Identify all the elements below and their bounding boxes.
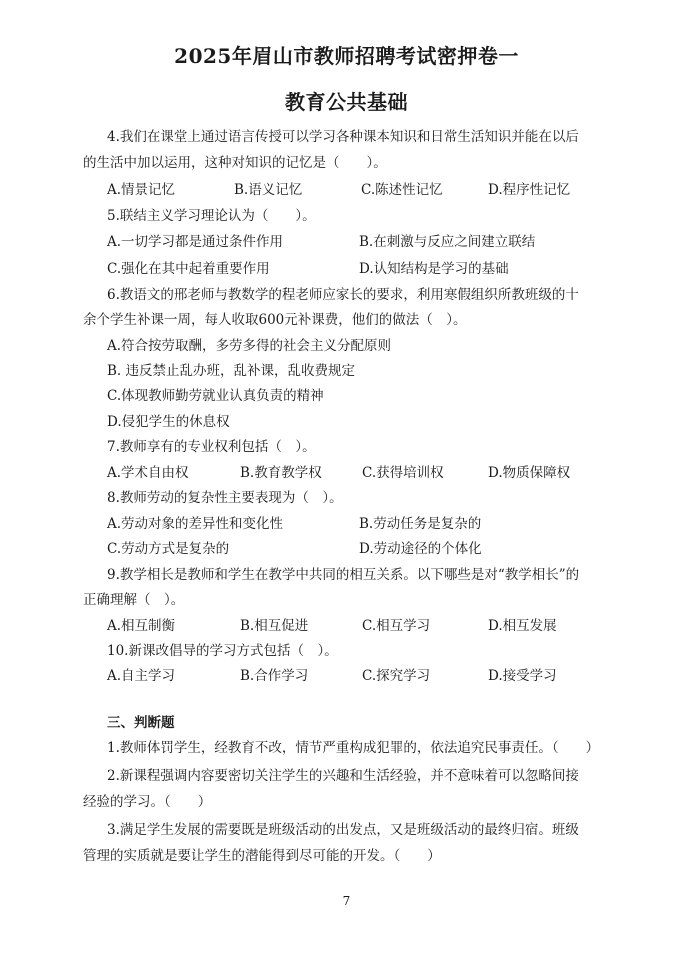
question-8-option-c: C.劳动方式是复杂的 xyxy=(107,541,230,557)
question-5-line-1: 5.联结主义学习理论认为（ ）。 xyxy=(107,208,316,224)
section-heading: 三、判断题 xyxy=(107,715,175,731)
question-8-option-a: A.劳动对象的差异性和变化性 xyxy=(107,516,284,532)
question-9-option-c: C.相互学习 xyxy=(362,618,431,634)
question-6-line-1: 6.教语文的邢老师与教数学的程老师应家长的要求，利用寒假组织所教班级的十 xyxy=(107,287,579,303)
question-5-option-c: C.强化在其中起着重要作用 xyxy=(107,261,270,277)
page-title: 2025年眉山市教师招聘考试密押卷一 xyxy=(174,44,519,68)
question-4-line-1: 4.我们在课堂上通过语言传授可以学习各种课本知识和日常生活知识并能在以后 xyxy=(107,129,579,145)
question-4-option-d: D.程序性记忆 xyxy=(488,182,571,198)
judgment-2-line-2: 经验的学习。（ ） xyxy=(83,794,212,810)
question-6-option-c: C.体现教师勤劳就业认真负责的精神 xyxy=(107,388,324,404)
question-7-line-1: 7.教师享有的专业权利包括（ ）。 xyxy=(107,439,316,455)
page-number: 7 xyxy=(342,894,351,908)
judgment-3-line-2: 管理的实质就是要让学生的潜能得到尽可能的开发。（ ） xyxy=(83,848,441,864)
question-6-option-a: A.符合按劳取酬，多劳多得的社会主义分配原则 xyxy=(107,338,392,354)
question-10-line-1: 10.新课改倡导的学习方式包括（ ）。 xyxy=(107,643,338,659)
question-4-option-b: B.语义记忆 xyxy=(234,182,303,198)
question-6-option-b: B. 违反禁止乱办班，乱补课，乱收费规定 xyxy=(107,363,356,379)
question-9-line-2: 正确理解（ ）。 xyxy=(83,592,185,608)
question-6-option-d: D.侵犯学生的休息权 xyxy=(107,414,230,430)
question-9-line-1: 9.教学相长是教师和学生在教学中共同的相互关系。以下哪些是对“教学相长”的 xyxy=(107,567,580,583)
page-subtitle: 教育公共基础 xyxy=(285,90,408,114)
question-8-option-d: D.劳动途径的个体化 xyxy=(359,541,482,557)
question-6-line-2: 余个学生补课一周，每人收取600元补课费，他们的做法（ ）。 xyxy=(83,312,467,328)
question-4-option-a: A.情景记忆 xyxy=(107,182,176,198)
question-8-line-1: 8.教师劳动的复杂性主要表现为（ ）。 xyxy=(107,490,343,506)
question-8-option-b: B.劳动任务是复杂的 xyxy=(359,516,482,532)
question-7-option-a: A.学术自由权 xyxy=(107,465,189,481)
judgment-1-line-1: 1.教师体罚学生，经教育不改，情节严重构成犯罪的，依法追究民事责任。（ ） xyxy=(107,740,600,756)
question-5-option-d: D.认知结构是学习的基础 xyxy=(359,261,509,277)
question-10-option-b: B.合作学习 xyxy=(240,668,309,684)
question-9-option-a: A.相互制衡 xyxy=(107,618,176,634)
judgment-2-line-1: 2.新课程强调内容要密切关注学生的兴趣和生活经验，并不意味着可以忽略间接 xyxy=(107,768,579,784)
judgment-3-line-1: 3.满足学生发展的需要既是班级活动的出发点，又是班级活动的最终归宿。班级 xyxy=(107,822,579,838)
question-5-option-b: B.在刺激与反应之间建立联结 xyxy=(359,234,536,250)
question-4-option-c: C.陈述性记忆 xyxy=(361,182,443,198)
question-9-option-d: D.相互发展 xyxy=(488,618,557,634)
question-7-option-c: C.获得培训权 xyxy=(362,465,444,481)
question-7-option-b: B.教育教学权 xyxy=(240,465,322,481)
question-9-option-b: B.相互促进 xyxy=(240,618,309,634)
question-10-option-d: D.接受学习 xyxy=(488,668,557,684)
question-7-option-d: D.物质保障权 xyxy=(488,465,571,481)
question-10-option-a: A.自主学习 xyxy=(107,668,176,684)
question-5-option-a: A.一切学习都是通过条件作用 xyxy=(107,234,284,250)
question-10-option-c: C.探究学习 xyxy=(362,668,431,684)
question-4-line-2: 的生活中加以运用，这种对知识的记忆是（ ）。 xyxy=(83,155,387,171)
